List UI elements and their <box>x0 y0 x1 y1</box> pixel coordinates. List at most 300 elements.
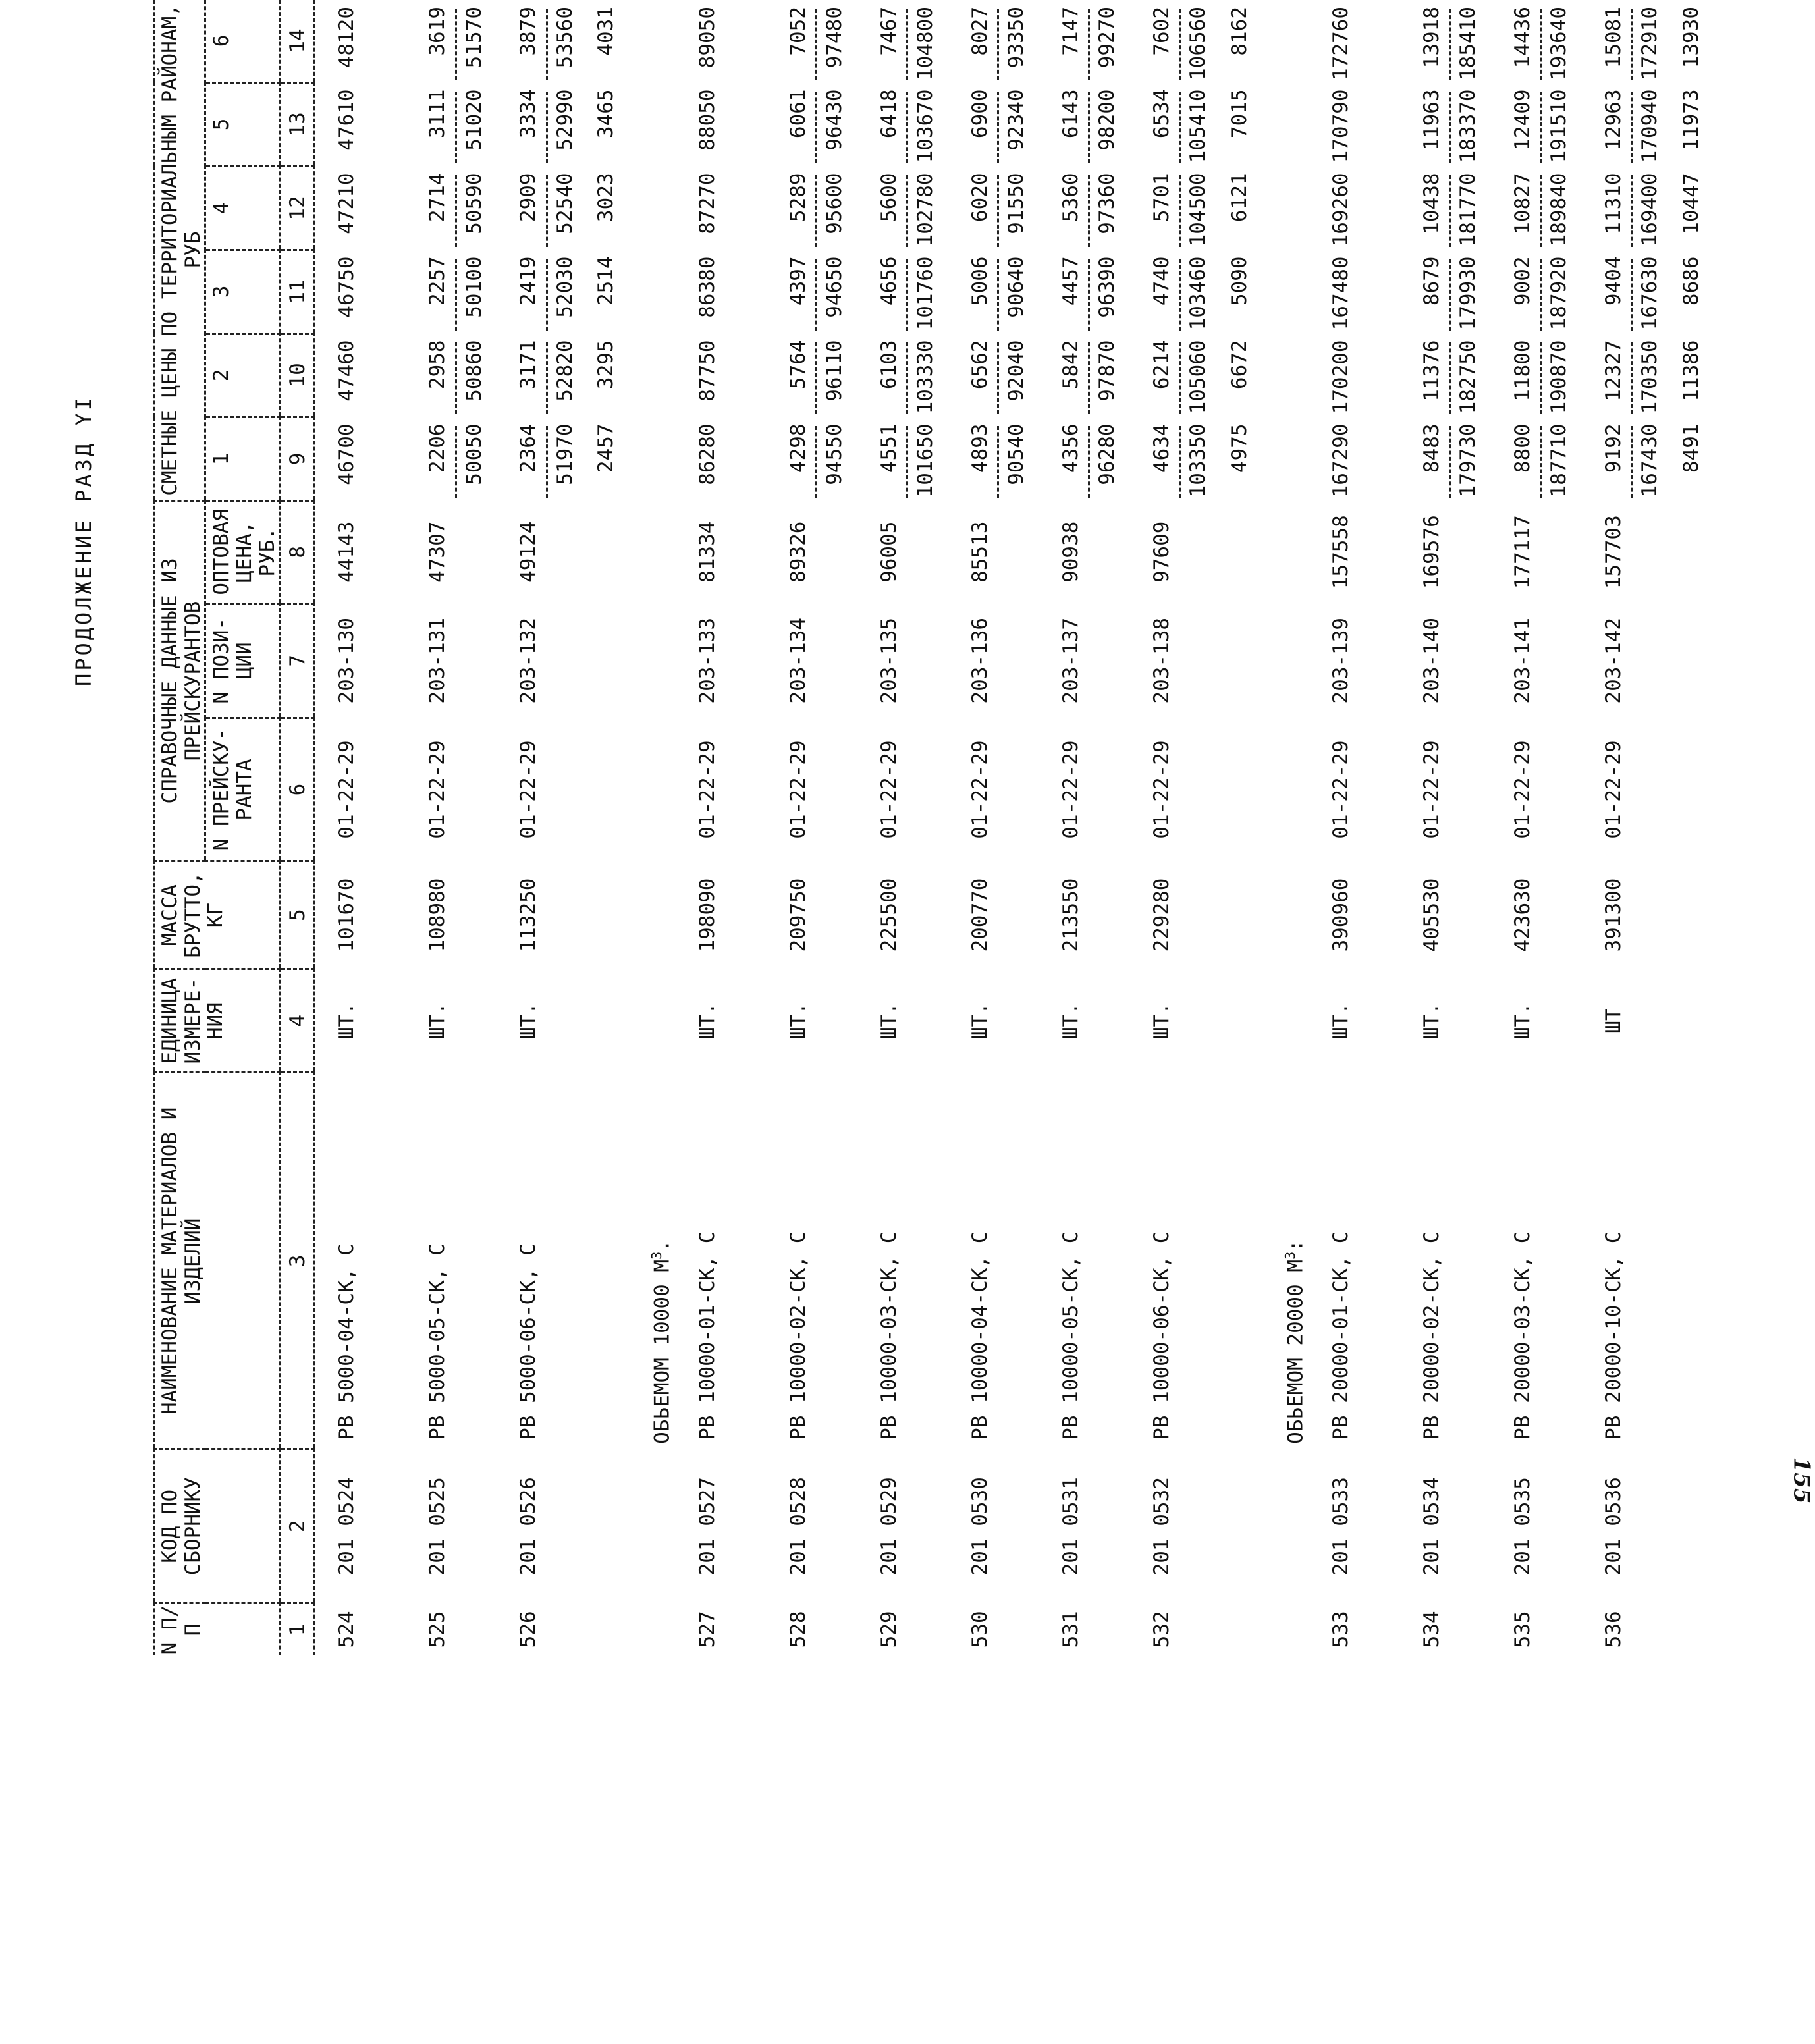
dashed-separator <box>1631 9 1633 80</box>
estimate-value: 167480 <box>1328 256 1353 331</box>
estimate-value: 185410 <box>1455 7 1480 80</box>
row-estimate-region-2 <box>1309 333 1400 417</box>
row-estimate-region-3 <box>948 250 1039 333</box>
table-row-extra <box>587 0 639 1655</box>
empty-cell <box>587 1449 639 1603</box>
row-extra-region-1: 8491 <box>1679 423 1703 473</box>
row-estimate-region-5 <box>676 82 767 166</box>
empty-cell <box>1221 500 1272 603</box>
estimate-value: 3619 <box>425 7 450 56</box>
row-position: 203-140 <box>1419 617 1444 704</box>
empty-cell <box>639 1603 676 1655</box>
empty-cell <box>1673 500 1724 603</box>
row-extra-region-1: 4975 <box>1227 423 1251 473</box>
group-heading-10000 <box>639 1073 676 1449</box>
row-estimate-region-1 <box>1039 417 1130 500</box>
row-position: 203-137 <box>1058 617 1083 704</box>
dashed-separator <box>1540 426 1542 498</box>
empty-cell <box>1272 166 1309 250</box>
dashed-separator <box>1088 9 1090 80</box>
estimate-value: 191510 <box>1546 89 1571 163</box>
dashed-separator <box>546 259 548 331</box>
estimate-value: 99270 <box>1095 7 1120 68</box>
row-price-list: 01-22-29 <box>1058 740 1083 839</box>
empty-cell <box>639 603 676 718</box>
row-estimate-region-6 <box>767 0 857 82</box>
dashed-separator <box>1088 92 1090 163</box>
row-mass: 209750 <box>786 878 810 952</box>
estimate-value: 6103 <box>877 340 901 390</box>
dashed-separator <box>1179 259 1181 331</box>
estimate-value: 8679 <box>1419 256 1444 306</box>
empty-cell <box>639 969 676 1073</box>
row-name: РВ 10000-04-СК, С <box>967 1231 992 1440</box>
row-position: 203-141 <box>1510 617 1534 704</box>
row-estimate-region-6 <box>1309 0 1400 82</box>
dashed-separator <box>997 342 999 414</box>
estimate-value: 193640 <box>1546 7 1571 80</box>
row-price-list: 01-22-29 <box>1149 740 1174 839</box>
row-estimate-region-2 <box>1582 333 1673 417</box>
estimate-value: 10827 <box>1510 173 1534 234</box>
row-price-list: 01-22-29 <box>335 740 359 839</box>
col-number: 1 <box>280 1603 314 1655</box>
dashed-separator <box>1540 9 1542 80</box>
row-estimate-region-1 <box>1582 417 1673 500</box>
row-extra-region-4: 6121 <box>1227 173 1251 223</box>
row-mass: 213550 <box>1058 878 1083 952</box>
row-price-list: 01-22-29 <box>1419 740 1444 839</box>
col-number: 4 <box>280 969 314 1073</box>
estimate-value: 96110 <box>823 340 847 402</box>
row-code: 201 0530 <box>967 1477 992 1576</box>
empty-cell <box>1272 861 1309 969</box>
estimate-value: 97360 <box>1095 173 1120 234</box>
row-estimate-region-6 <box>1582 0 1673 82</box>
price-table <box>153 0 1724 1655</box>
table-row <box>676 0 767 1655</box>
dashed-separator <box>1631 342 1633 414</box>
estimate-value: 170790 <box>1328 89 1353 163</box>
col-number: 13 <box>280 82 314 166</box>
estimate-value: 6534 <box>1149 89 1174 139</box>
row-estimate-region-2 <box>948 333 1039 417</box>
estimate-value: 3879 <box>516 7 541 56</box>
dashed-separator <box>1631 426 1633 498</box>
estimate-value: 89050 <box>695 7 719 68</box>
dashed-separator <box>546 426 548 498</box>
estimate-value: 11376 <box>1419 340 1444 402</box>
estimate-value: 97480 <box>823 7 847 68</box>
empty-cell <box>587 500 639 603</box>
dashed-separator <box>455 175 457 247</box>
empty-cell <box>1272 1603 1309 1655</box>
row-number: 524 <box>335 1611 359 1648</box>
estimate-value: 6214 <box>1149 340 1174 390</box>
row-estimate-region-1 <box>857 417 948 500</box>
estimate-value: 52030 <box>553 256 577 318</box>
row-number: 530 <box>967 1611 992 1648</box>
row-position: 203-131 <box>425 617 450 704</box>
estimate-value: 8027 <box>967 7 992 56</box>
estimate-value: 12963 <box>1601 89 1625 151</box>
row-unit: ШТ. <box>335 1002 359 1040</box>
dashed-separator <box>455 9 457 80</box>
row-unit: ШТ. <box>786 1002 810 1040</box>
estimate-value: 88050 <box>695 89 719 151</box>
row-estimate-region-4 <box>948 166 1039 250</box>
row-estimate-region-4 <box>1309 166 1400 250</box>
estimate-value: 95600 <box>823 173 847 234</box>
empty-cell <box>1221 861 1272 969</box>
estimate-value: 52820 <box>553 340 577 402</box>
row-estimate-region-6 <box>314 0 406 82</box>
estimate-value: 4893 <box>967 423 992 473</box>
estimate-value: 4356 <box>1058 423 1083 473</box>
table-row <box>1309 0 1400 1655</box>
empty-cell <box>639 166 676 250</box>
row-price-list: 01-22-29 <box>695 740 719 839</box>
row-price-list: 01-22-29 <box>1510 740 1534 839</box>
estimate-value: 170350 <box>1637 340 1662 414</box>
estimate-value: 9404 <box>1601 256 1625 306</box>
row-extra-region-3: 5090 <box>1227 256 1251 306</box>
dashed-separator <box>1088 342 1090 414</box>
empty-cell <box>639 250 676 333</box>
row-estimate-region-1 <box>314 417 406 500</box>
estimate-value: 103460 <box>1186 256 1210 331</box>
estimate-value: 167630 <box>1637 256 1662 331</box>
estimate-value: 182750 <box>1455 340 1480 414</box>
row-estimate-region-3 <box>767 250 857 333</box>
row-mass: 390960 <box>1328 878 1353 952</box>
header-price-list: N ПРЕЙСКУ- РАНТА <box>205 718 280 861</box>
estimate-value: 2714 <box>425 173 450 223</box>
estimate-value: 50050 <box>462 423 486 485</box>
row-estimate-region-1 <box>767 417 857 500</box>
estimate-value: 2257 <box>425 256 450 306</box>
row-wholesale: 157558 <box>1328 515 1353 589</box>
estimate-value: 13918 <box>1419 7 1444 68</box>
row-price-list: 01-22-29 <box>1328 740 1353 839</box>
row-mass: 225500 <box>877 878 901 952</box>
dashed-separator <box>546 9 548 80</box>
estimate-value: 47610 <box>335 89 359 151</box>
estimate-value: 3171 <box>516 340 541 390</box>
row-estimate-region-4 <box>1039 166 1130 250</box>
row-code: 201 0529 <box>877 1477 901 1576</box>
row-unit: ШТ <box>1601 1008 1625 1033</box>
estimate-value: 92340 <box>1004 89 1029 151</box>
estimate-value: 179730 <box>1455 423 1480 498</box>
row-wholesale: 85513 <box>967 521 992 583</box>
dashed-separator <box>1540 92 1542 163</box>
col-number: 10 <box>280 333 314 417</box>
row-extra-region-6: 8162 <box>1227 7 1251 56</box>
row-code: 201 0533 <box>1328 1477 1353 1576</box>
dashed-separator <box>546 342 548 414</box>
row-extra-region-5: 3465 <box>594 89 618 139</box>
empty-cell <box>1221 1073 1272 1449</box>
row-name: РВ 10000-02-СК, С <box>786 1231 810 1440</box>
row-name: РВ 5000-06-СК, С <box>516 1243 541 1440</box>
row-estimate-region-4 <box>314 166 406 250</box>
row-wholesale: 97609 <box>1149 521 1174 583</box>
col-number: 11 <box>280 250 314 333</box>
estimate-value: 47460 <box>335 340 359 402</box>
row-mass: 101670 <box>335 878 359 952</box>
row-estimate-region-5 <box>1400 82 1491 166</box>
row-price-list: 01-22-29 <box>786 740 810 839</box>
estimate-value: 94550 <box>823 423 847 485</box>
row-estimate-region-4 <box>1582 166 1673 250</box>
estimate-value: 5360 <box>1058 173 1083 223</box>
row-wholesale: 157703 <box>1601 515 1625 589</box>
estimate-value: 51970 <box>553 423 577 485</box>
row-estimate-region-6 <box>1491 0 1582 82</box>
estimate-value: 103350 <box>1186 423 1210 498</box>
header-estimate: СМЕТНЫЕ ЦЕНЫ ПО ТЕРРИТОРИАЛЬНЫМ РАЙОНАМ, РУБ <box>154 0 205 500</box>
dashed-separator <box>1631 259 1633 331</box>
estimate-value: 5006 <box>967 256 992 306</box>
estimate-value: 5764 <box>786 340 810 390</box>
empty-cell <box>587 603 639 718</box>
row-position: 203-135 <box>877 617 901 704</box>
page-number: 155 <box>1788 1457 1815 1504</box>
col-number: 8 <box>280 500 314 603</box>
empty-cell <box>1272 417 1309 500</box>
header-wholesale: ОПТОВАЯ ЦЕНА, РУБ. <box>205 500 280 603</box>
empty-cell <box>1272 0 1309 82</box>
estimate-value: 3334 <box>516 89 541 139</box>
row-unit: ШТ. <box>1058 1002 1083 1040</box>
table-row <box>314 0 406 1655</box>
estimate-value: 105060 <box>1186 340 1210 414</box>
row-position: 203-130 <box>335 617 359 704</box>
row-estimate-region-1 <box>676 417 767 500</box>
row-estimate-region-2 <box>314 333 406 417</box>
empty-cell <box>639 500 676 603</box>
dashed-separator <box>997 9 999 80</box>
row-number: 526 <box>516 1611 541 1648</box>
row-name: РВ 10000-03-СК, С <box>877 1231 901 1440</box>
row-wholesale: 90938 <box>1058 521 1083 583</box>
estimate-value: 4397 <box>786 256 810 306</box>
row-unit: ШТ. <box>1419 1002 1444 1040</box>
row-estimate-region-3 <box>314 250 406 333</box>
estimate-value: 8483 <box>1419 423 1444 473</box>
row-estimate-region-5 <box>1130 82 1221 166</box>
group-heading-20000 <box>1272 1073 1309 1449</box>
row-estimate-region-3 <box>1039 250 1130 333</box>
empty-cell <box>639 333 676 417</box>
row-mass: 229280 <box>1149 878 1174 952</box>
dashed-separator <box>906 426 908 498</box>
estimate-value: 103670 <box>913 89 938 163</box>
row-code: 201 0531 <box>1058 1477 1083 1576</box>
dashed-separator <box>1449 259 1451 331</box>
estimate-value: 87750 <box>695 340 719 402</box>
estimate-value: 6143 <box>1058 89 1083 139</box>
region-5: 5 <box>205 82 280 166</box>
header-reference: СПРАВОЧНЫЕ ДАННЫЕ ИЗ ПРЕЙСКУРАНТОВ <box>154 500 205 861</box>
row-name: РВ 20000-02-СК, С <box>1419 1231 1444 1440</box>
empty-cell <box>1673 1449 1724 1603</box>
dashed-separator <box>546 92 548 163</box>
estimate-value: 2958 <box>425 340 450 390</box>
col-number: 7 <box>280 603 314 718</box>
table-row <box>767 0 857 1655</box>
estimate-value: 46700 <box>335 423 359 485</box>
estimate-value: 105410 <box>1186 89 1210 163</box>
empty-cell <box>1272 500 1309 603</box>
empty-cell <box>1673 861 1724 969</box>
estimate-value: 7602 <box>1149 7 1174 56</box>
region-6: 6 <box>205 0 280 82</box>
header-position: N ПОЗИ- ЦИИ <box>205 603 280 718</box>
row-estimate-region-2 <box>767 333 857 417</box>
row-code: 201 0527 <box>695 1477 719 1576</box>
estimate-value: 169260 <box>1328 173 1353 247</box>
estimate-value: 90640 <box>1004 256 1029 318</box>
estimate-value: 4298 <box>786 423 810 473</box>
row-estimate-region-1 <box>497 417 587 500</box>
row-number: 527 <box>695 1611 719 1648</box>
row-code: 201 0526 <box>516 1477 541 1576</box>
estimate-value: 98200 <box>1095 89 1120 151</box>
estimate-value: 187710 <box>1546 423 1571 498</box>
row-estimate-region-2 <box>857 333 948 417</box>
estimate-value: 12409 <box>1510 89 1534 151</box>
row-estimate-region-4 <box>767 166 857 250</box>
dashed-separator <box>1540 259 1542 331</box>
row-extra-region-1: 2457 <box>594 423 618 473</box>
estimate-value: 2419 <box>516 256 541 306</box>
estimate-value: 169400 <box>1637 173 1662 247</box>
row-estimate-region-2 <box>1039 333 1130 417</box>
dashed-separator <box>1540 342 1542 414</box>
col-number: 2 <box>280 1449 314 1603</box>
row-estimate-region-1 <box>1309 417 1400 500</box>
row-extra-region-6: 4031 <box>594 7 618 56</box>
estimate-value: 6020 <box>967 173 992 223</box>
empty-cell <box>1221 603 1272 718</box>
dashed-separator <box>815 92 817 163</box>
row-estimate-region-5 <box>406 82 497 166</box>
empty-cell <box>1221 969 1272 1073</box>
estimate-value: 5289 <box>786 173 810 223</box>
estimate-value: 94650 <box>823 256 847 318</box>
row-unit: ШТ. <box>1510 1002 1534 1040</box>
estimate-value: 3111 <box>425 89 450 139</box>
empty-cell <box>639 0 676 82</box>
row-wholesale: 89326 <box>786 521 810 583</box>
table-row <box>1582 0 1673 1655</box>
estimate-value: 52540 <box>553 173 577 234</box>
estimate-value: 5600 <box>877 173 901 223</box>
row-estimate-region-6 <box>676 0 767 82</box>
row-estimate-region-1 <box>1130 417 1221 500</box>
header-name: НАИМЕНОВАНИЕ МАТЕРИАЛОВ И ИЗДЕЛИЙ <box>154 1073 281 1449</box>
empty-cell <box>1221 1449 1272 1603</box>
empty-cell <box>639 1449 676 1603</box>
estimate-value: 50590 <box>462 173 486 234</box>
empty-cell <box>1272 969 1309 1073</box>
dashed-separator <box>1088 426 1090 498</box>
estimate-value: 14436 <box>1510 7 1534 68</box>
row-estimate-region-2 <box>1491 333 1582 417</box>
dashed-separator <box>1088 175 1090 247</box>
row-estimate-region-3 <box>1400 250 1491 333</box>
row-mass: 391300 <box>1601 878 1625 952</box>
estimate-value: 47210 <box>335 173 359 234</box>
estimate-value: 189840 <box>1546 173 1571 247</box>
estimate-value: 91550 <box>1004 173 1029 234</box>
estimate-value: 181770 <box>1455 173 1480 247</box>
estimate-value: 2206 <box>425 423 450 473</box>
estimate-value: 97870 <box>1095 340 1120 402</box>
dashed-separator <box>1449 175 1451 247</box>
row-wholesale: 81334 <box>695 521 719 583</box>
row-number: 529 <box>877 1611 901 1648</box>
empty-cell <box>1221 1603 1272 1655</box>
row-position: 203-142 <box>1601 617 1625 704</box>
estimate-value: 7467 <box>877 7 901 56</box>
estimate-value: 9192 <box>1601 423 1625 473</box>
row-wholesale: 169576 <box>1419 515 1444 589</box>
estimate-value: 103330 <box>913 340 938 414</box>
dashed-separator <box>1449 9 1451 80</box>
estimate-value: 101650 <box>913 423 938 498</box>
col-number: 6 <box>280 718 314 861</box>
estimate-value: 5701 <box>1149 173 1174 223</box>
group-punct: : <box>1284 1239 1308 1252</box>
dashed-separator <box>455 259 457 331</box>
estimate-value: 4457 <box>1058 256 1083 306</box>
row-number: 534 <box>1419 1611 1444 1648</box>
row-estimate-region-5 <box>948 82 1039 166</box>
dashed-separator <box>1449 92 1451 163</box>
dashed-separator <box>1179 426 1181 498</box>
row-number: 536 <box>1601 1611 1625 1648</box>
estimate-value: 6900 <box>967 89 992 139</box>
estimate-value: 52990 <box>553 89 577 151</box>
estimate-value: 92040 <box>1004 340 1029 402</box>
dashed-separator <box>815 259 817 331</box>
row-code: 201 0525 <box>425 1477 450 1576</box>
row-unit: ШТ. <box>877 1002 901 1040</box>
row-extra-region-3: 2514 <box>594 256 618 306</box>
row-estimate-region-4 <box>676 166 767 250</box>
dashed-separator <box>815 342 817 414</box>
row-number: 532 <box>1149 1611 1174 1648</box>
estimate-value: 6418 <box>877 89 901 139</box>
estimate-value: 15081 <box>1601 7 1625 68</box>
empty-cell <box>1272 333 1309 417</box>
row-name: РВ 10000-01-СК, С <box>695 1231 719 1440</box>
row-number: 525 <box>425 1611 450 1648</box>
empty-cell <box>639 861 676 969</box>
empty-cell <box>587 1603 639 1655</box>
estimate-value: 104500 <box>1186 173 1210 247</box>
table-row <box>497 0 587 1655</box>
estimate-value: 4551 <box>877 423 901 473</box>
empty-cell <box>1673 603 1724 718</box>
row-estimate-region-5 <box>1309 82 1400 166</box>
estimate-value: 4740 <box>1149 256 1174 306</box>
row-extra-region-4: 3023 <box>594 173 618 223</box>
estimate-value: 48120 <box>335 7 359 68</box>
